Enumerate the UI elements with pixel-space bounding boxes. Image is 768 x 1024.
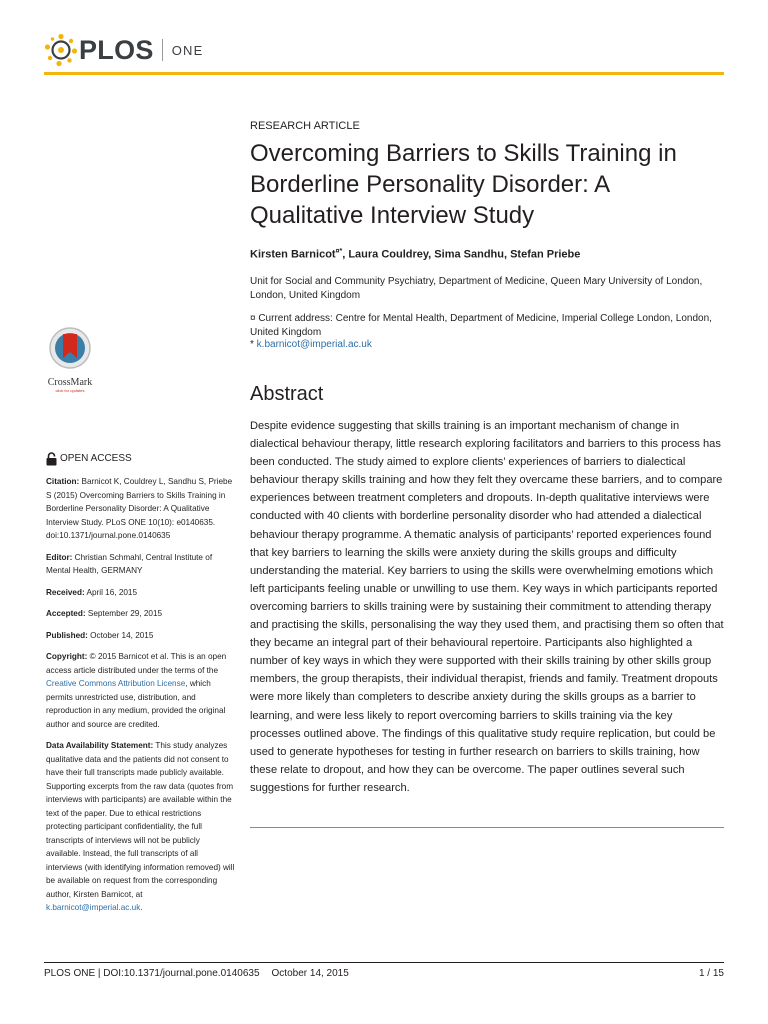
abstract-rule [250,827,724,828]
author-marks: ¤* [335,248,343,255]
copyright-text: © 2015 Barnicot et al. This is an open access article distributed under the terms of the [46,652,227,675]
open-access-label: OPEN ACCESS [60,453,132,465]
email-mark: * [250,339,257,350]
email-link[interactable]: k.barnicot@imperial.ac.uk [256,339,372,350]
affiliation: Unit for Social and Community Psychiatry, Department of Medicine, Queen Mary University of London, London, United Kingdom [250,276,703,301]
copyright-label: Copyright: [46,652,88,661]
data-availability-text: This study analyzes qualitative data and the patients did not consent to have their full transcripts made publicly available. Supporting excerpts from the raw data (quotes from interviews with participants) are available within the text of the paper. Due to ethical restrictions protecting participant confidentiality, the full transcripts of interviews will not be publicly available. Instead, the full transcripts of all interviews (with identifying information removed) will be available on request from the corresponding author, Kirsten Barnicot, at [46,741,235,899]
footer-citation [44,968,349,979]
published-label: Published: [46,630,88,640]
author-rest: , Laura Couldrey, Sima Sandhu, Stefan Priebe [342,248,581,261]
corresponding-email-line [250,339,372,350]
current-address: ¤ Current address: Centre for Mental Health, Department of Medicine, Imperial College London, London, United Kingdom [250,313,712,338]
plos-logo [44,33,204,67]
copyright-text-end: , which permits unrestricted use, distribution, and reproduction in any medium, provided the original author and source are credited. [46,679,226,729]
article-type: RESEARCH ARTICLE [250,120,360,132]
citation-label: Citation: [46,477,80,486]
editor-block [46,551,236,578]
published-block [46,629,236,643]
author-list [250,248,580,261]
data-availability-end: . [140,903,143,912]
data-availability-block [46,739,236,915]
crossmark-badge[interactable] [40,326,100,393]
open-access-badge [46,452,236,466]
crossmark-label: CrossMark [47,377,93,388]
citation-block [46,475,236,543]
received-block [46,586,236,600]
abstract-text: Despite evidence suggesting that skills training is an important mechanism of change in dialectical behaviour therapy, little research exploring facilitators and barriers to this process has been conducted. The study aimed to explore clients’ experiences of barriers to dialectical behaviour therapy skills training and how they felt they overcame these barriers, and to compare experiences between treatment completers and dropouts. In-depth qualitative interviews were conducted with 40 clients with borderline personality disorder who had attended a dialectical behaviour therapy programme. A thematic analysis of participants’ reported experiences found that key barriers to learning the skills were anxiety during the skills groups and difficulty understanding the material. Key barriers to using the skills were overwhelming emotions which left participants feeling unable or unwilling to use them. Key ways in which participants reported overcoming barriers to skills training were by sustaining their commitment to attending therapy and practising the skills, personalising the way they used them, and practising them so often that they became an integral part of their behavioural repertoire. Participants also highlighted a number of key ways in which they were supported with their skills training by other skills group members, the group therapists, their individual therapist, friends and family. Treatment dropouts were more likely than completers to describe anxiety during the skills groups as a barrier to learning, and were less likely to report overcoming barriers to skills training via the key processes outlined above. The findings of this qualitative study require replication, but could be used to generate hypotheses for testing in further research on barriers to skills training, how these relate to dropout, and how they can be overcome. The paper outlines several such suggestions for further research. [250,420,724,794]
footer-journal: PLOS ONE | DOI:10.1371/journal.pone.0140635 [44,968,260,979]
accepted-date: September 29, 2015 [85,609,163,618]
copyright-block [46,650,236,731]
data-email-link[interactable]: k.barnicot@imperial.ac.uk [46,903,141,912]
accepted-block [46,607,236,621]
editor-label: Editor: [46,552,73,562]
received-label: Received: [46,587,85,597]
license-link[interactable]: Creative Commons Attribution License [46,679,186,688]
abstract-heading: Abstract [250,383,324,405]
citation-text: Barnicot K, Couldrey L, Sandhu S, Priebe S (2015) Overcoming Barriers to Skills Training in Borderline Personality Disorder: A Qualitative Interview Study. PLoS ONE 10(10): e0140635. doi:10.1371/journal.pone.0140635 [46,477,233,540]
editor-text: Christian Schmahl, Central Institute of Mental Health, GERMANY [46,552,213,575]
page-number: 1 / 15 [698,968,724,979]
accepted-label: Accepted: [46,609,86,618]
article-sidebar [46,452,236,923]
logo-journal: ONE [171,42,204,58]
open-lock-icon [46,452,57,466]
crossmark-icon [48,326,92,370]
author-first: Kirsten Barnicot [250,248,336,261]
logo-divider [162,39,163,61]
plos-logo-icon [44,33,78,67]
published-date: October 14, 2015 [87,630,154,640]
logo-wordmark: PLOS [79,34,154,65]
footer-date: October 14, 2015 [271,968,349,979]
footer-rule [44,962,724,963]
received-date: April 16, 2015 [84,587,138,597]
data-availability-label: Data Availability Statement: [46,741,154,750]
article-title: Overcoming Barriers to Skills Training in Borderline Personality Disorder: A Qualitative Interview Study [250,140,677,229]
crossmark-sub: click for updates [55,388,85,393]
header-rule [44,72,724,75]
